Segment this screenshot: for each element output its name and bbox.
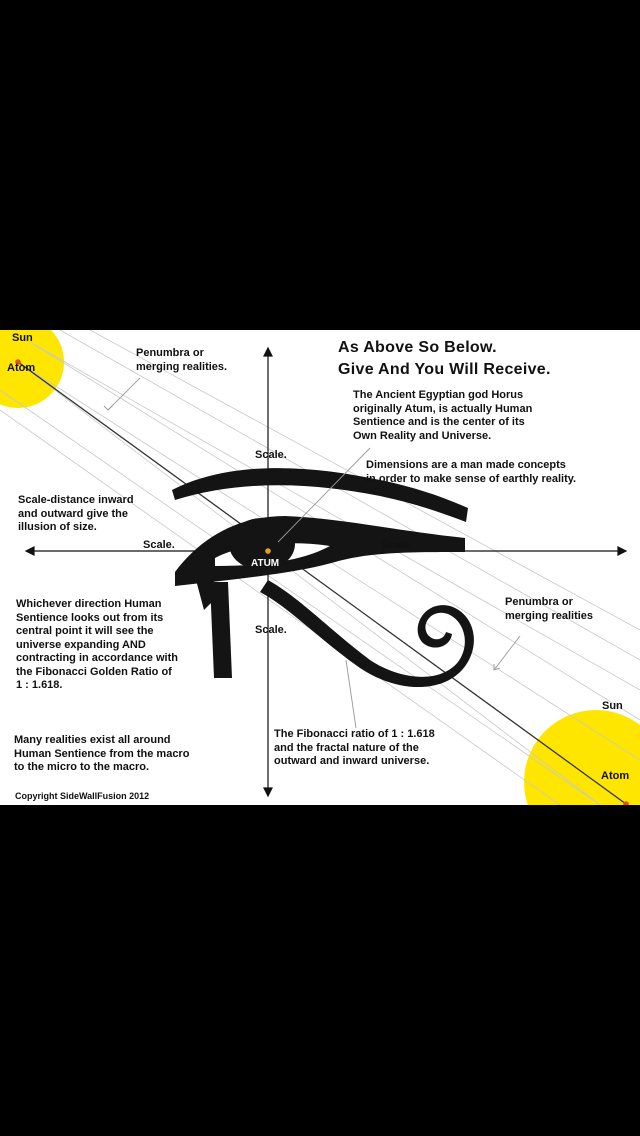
atum-center-dot [265, 548, 271, 554]
atom-label-bottom: Atom [601, 770, 630, 782]
fibonacci-note: The Fibonacci ratio of 1 : 1.618 and the fractal nature of the outward and inward universe. [274, 728, 435, 767]
sun-label-bottom: Sun [602, 700, 623, 712]
atom-label-top: Atom [7, 362, 36, 374]
scale-label-left: Scale. [143, 539, 175, 551]
page-title-line2: Give And You Will Receive. [338, 361, 551, 378]
penumbra-note-top: Penumbra or merging realities. [136, 347, 228, 373]
eye-of-horus-icon [172, 468, 474, 687]
direction-note: Whichever direction Human Sentience looks out from its central point it will see the universe expanding AND contracting in accordance with the Fibonacci Golden Ratio of 1 : 1.618. [16, 598, 178, 691]
copyright-text: Copyright SideWallFusion 2012 [15, 791, 150, 801]
diagram-panel [0, 330, 640, 805]
scale-distance-note: Scale-distance inward and outward give the illusion of size. [18, 494, 134, 533]
scale-label-top: Scale. [255, 449, 287, 461]
page-title-line1: As Above So Below. [338, 339, 497, 356]
penumbra-note-right: Penumbra or merging realities [505, 596, 594, 622]
sun-label-top: Sun [12, 332, 33, 344]
realities-note: Many realities exist all around Human Sentience from the macro to the micro to the macro. [14, 734, 190, 773]
atum-label: ATUM [251, 558, 280, 569]
sun-bottom-right [524, 710, 640, 805]
scale-label-bottom: Scale. [255, 624, 287, 636]
scale-label-right: Scale. [381, 539, 413, 551]
dimensions-note: Dimensions are a man made concepts in order to make sense of earthly reality. [366, 459, 577, 485]
horus-note: The Ancient Egyptian god Horus originally Atum, is actually Human Sentience and is the center of its Own Reality and Universe. [353, 389, 533, 442]
